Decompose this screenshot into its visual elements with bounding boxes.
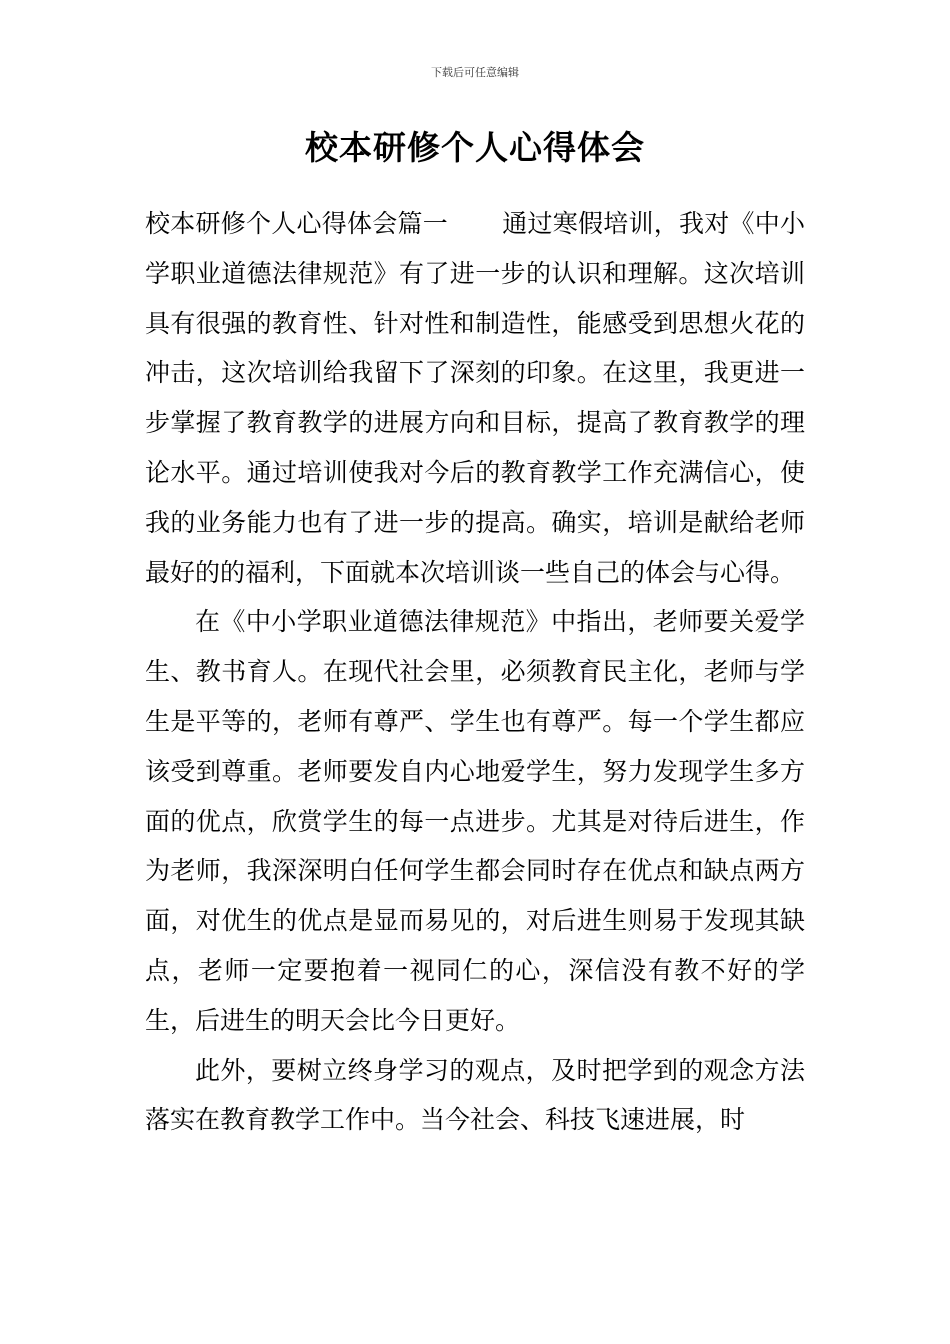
paragraph-1-lead: 校本研修个人心得体会篇一 xyxy=(145,209,448,238)
paragraph-1-text: 通过寒假培训，我对《中小学职业道德法律规范》有了进一步的认识和理解。这次培训具有很强的教育性、针对性和制造性，能感受到思想火花的冲击，这次培训给我留下了深刻的印象。在这里，我更进一步掌握了教育教学的进展方向和目标，提高了教育教学的理论水平。通过培训使我对今后的教育教学工作充满信心，使我的业务能力也有了进一步的提高。确实，培训是献给老师最好的的福利，下面就本次培训谈一些自己的体会与心得。 xyxy=(145,209,805,587)
document-title: 校本研修个人心得体会 xyxy=(305,128,645,167)
paragraph-1 xyxy=(145,199,805,597)
paragraph-3: 此外，要树立终身学习的观点，及时把学到的观念方法落实在教育教学工作中。当今社会、科技飞速进展，时 xyxy=(145,1055,805,1135)
paragraph-2: 在《中小学职业道德法律规范》中指出，老师要关爱学生、教书育人。在现代社会里，必须教育民主化，老师与学生是平等的，老师有尊严、学生也有尊严。每一个学生都应该受到尊重。老师要发自内心地爱学生，努力发现学生多方面的优点，欣赏学生的每一点进步。尤其是对待后进生，作为老师，我深深明白任何学生都会同时存在优点和缺点两方面，对优生的优点是显而易见的，对后进生则易于发现其缺点，老师一定要抱着一视同仁的心，深信没有教不好的学生，后进生的明天会比今日更好。 xyxy=(145,607,805,1035)
header-note: 下载后可任意编辑 xyxy=(431,66,519,79)
document-body xyxy=(145,199,805,1145)
